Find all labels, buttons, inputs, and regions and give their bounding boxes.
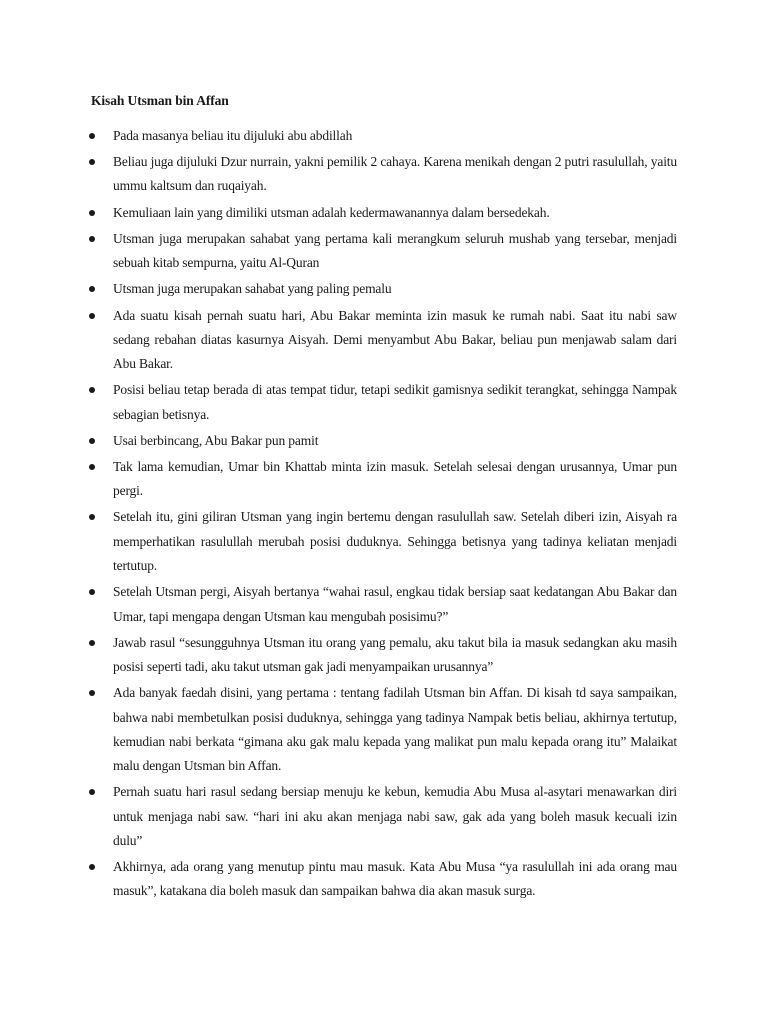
list-item-text: Posisi beliau tetap berada di atas tempat tidur, tetapi sedikit gamisnya sedikit terangkat, sehingga Nampak sebagian betisnya. — [113, 382, 677, 422]
list-item-text: Setelah itu, gini giliran Utsman yang ingin bertemu dengan rasulullah saw. Setelah diberi izin, Aisyah ra memperhatikan rasulullah merubah posisi duduknya. Sehingga betisnya yang tadinya keliatan menjadi tertutup. — [113, 509, 677, 574]
list-item — [0, 304, 677, 377]
list-item — [0, 580, 677, 629]
list-item — [0, 378, 677, 427]
list-item-text: Pada masanya beliau itu dijuluki abu abdillah — [113, 128, 353, 143]
bullet-icon — [89, 464, 95, 470]
bullet-icon — [89, 640, 95, 646]
bullet-icon — [89, 313, 95, 319]
bullet-icon — [89, 789, 95, 795]
list-item — [0, 227, 677, 276]
list-item-text: Jawab rasul “sesungguhnya Utsman itu orang yang pemalu, aku takut bila ia masuk sedangkan aku masih posisi seperti tadi, aku takut utsman gak jadi menyampaikan urusannya” — [113, 634, 677, 675]
list-item — [0, 855, 677, 904]
list-item — [0, 429, 677, 453]
bullet-icon — [89, 514, 95, 520]
list-item-text: Tak lama kemudian, Umar bin Khattab minta izin masuk. Setelah selesai dengan urusannya, Umar pun pergi. — [113, 458, 677, 499]
list-item-text: Ada banyak faedah disini, yang pertama : tentang fadilah Utsman bin Affan. Di kisah td saya sampaikan, bahwa nabi membetulkan posisi duduknya, sehingga yang tadinya Nampak betis beliau, akhirnya tertutup, kemudian nabi berkata “gimana aku gak malu kepada yang malikat pun malu kepada orang itu” Malaikat malu dengan Utsman bin Affan. — [113, 685, 677, 774]
bullet-icon — [89, 690, 95, 696]
list-item — [0, 124, 677, 148]
bullet-icon — [89, 589, 95, 595]
list-item-text: Utsman juga merupakan sahabat yang paling pemalu — [113, 281, 392, 297]
list-item — [0, 150, 677, 199]
list-item — [0, 681, 677, 778]
list-item — [0, 505, 677, 578]
bullet-icon — [89, 236, 95, 242]
bullet-list — [0, 124, 768, 906]
list-item — [0, 780, 677, 853]
list-item — [0, 631, 677, 680]
list-item-text: Utsman juga merupakan sahabat yang pertama kali merangkum seluruh mushab yang tersebar, menjadi sebuah kitab sempurna, yaitu Al-Quran — [113, 230, 677, 271]
bullet-icon — [89, 210, 95, 216]
bullet-icon — [89, 864, 95, 870]
bullet-icon — [89, 159, 95, 165]
list-item — [0, 277, 677, 301]
list-item — [0, 201, 677, 225]
bullet-icon — [89, 438, 95, 444]
bullet-icon — [89, 387, 95, 393]
list-item-text: Beliau juga dijuluki Dzur nurrain, yakni pemilik 2 cahaya. Karena menikah dengan 2 putri rasulullah, yaitu ummu kaltsum dan ruqaiyah. — [113, 154, 677, 194]
list-item-text: Kemuliaan lain yang dimiliki utsman adalah kedermawanannya dalam bersedekah. — [113, 204, 550, 220]
list-item-text: Akhirnya, ada orang yang menutup pintu mau masuk. Kata Abu Musa “ya rasulullah ini ada orang mau masuk”, katakana dia boleh masuk dan sampaikan bahwa dia akan masuk surga. — [113, 859, 677, 899]
list-item — [0, 455, 677, 504]
document-title: Kisah Utsman bin Affan — [91, 93, 229, 108]
list-item-text: Ada suatu kisah pernah suatu hari, Abu Bakar meminta izin masuk ke rumah nabi. Saat itu nabi saw sedang rebahan diatas kasurnya Aisyah. Demi menyambut Abu Bakar, beliau pun menjawab salam dari Abu Bakar. — [113, 307, 677, 372]
bullet-icon — [89, 286, 95, 292]
list-item-text: Pernah suatu hari rasul sedang bersiap menuju ke kebun, kemudia Abu Musa al-asytari menawarkan diri untuk menjaga nabi saw. “hari ini aku akan menjaga nabi saw, gak ada yang boleh masuk kecuali izin dulu” — [113, 784, 677, 848]
bullet-icon — [89, 133, 95, 139]
list-item-text: Setelah Utsman pergi, Aisyah bertanya “wahai rasul, engkau tidak bersiap saat kedatangan Abu Bakar dan Umar, tapi mengapa dengan Utsman kau mengubah posisimu?” — [113, 584, 677, 624]
list-item-text: Usai berbincang, Abu Bakar pun pamit — [113, 432, 319, 448]
